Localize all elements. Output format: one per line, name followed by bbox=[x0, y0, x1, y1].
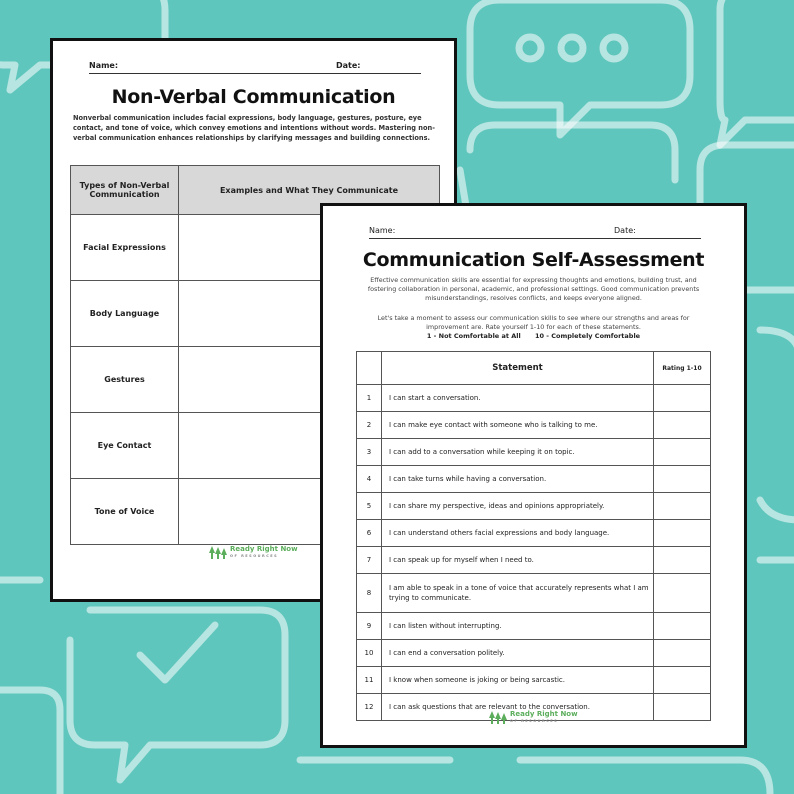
self-assessment-table bbox=[356, 351, 711, 721]
table-row bbox=[357, 466, 711, 493]
statement-number: 1 bbox=[357, 385, 382, 412]
instructions-text: Let's take a moment to assess our communication skills to see where our strengths and areas for improvement are. Rate yourself 1-10 for each of these statements. bbox=[377, 314, 690, 331]
rating-cell[interactable] bbox=[654, 412, 711, 439]
speech-bubble-icon bbox=[0, 690, 60, 794]
speech-bubble-icon bbox=[470, 0, 690, 135]
row-label: Body Language bbox=[71, 281, 179, 347]
statement-text: I can start a conversation. bbox=[382, 385, 654, 412]
rating-cell[interactable] bbox=[654, 574, 711, 613]
statement-text: I can add to a conversation while keeping it on topic. bbox=[382, 439, 654, 466]
date-label: Date: bbox=[336, 61, 361, 70]
name-label: Name: bbox=[369, 226, 396, 235]
statement-text: I can take turns while having a conversation. bbox=[382, 466, 654, 493]
statement-text: I can end a conversation politely. bbox=[382, 640, 654, 667]
row-label: Eye Contact bbox=[71, 413, 179, 479]
table-row bbox=[357, 412, 711, 439]
column-header-types: Types of Non-Verbal Communication bbox=[71, 166, 179, 215]
statement-text: I am able to speak in a tone of voice that accurately represents what I am trying to communicate. bbox=[382, 574, 654, 613]
table-row bbox=[357, 547, 711, 574]
tree-icon bbox=[489, 711, 507, 725]
speech-bubble-icon bbox=[470, 125, 675, 180]
statement-number: 5 bbox=[357, 493, 382, 520]
publisher-logo bbox=[489, 711, 578, 725]
statement-number: 3 bbox=[357, 439, 382, 466]
speech-bubble-icon bbox=[0, 580, 40, 600]
worksheet-title: Non-Verbal Communication bbox=[111, 86, 396, 108]
table-row bbox=[357, 493, 711, 520]
rating-cell[interactable] bbox=[654, 466, 711, 493]
statement-text: I can speak up for myself when I need to. bbox=[382, 547, 654, 574]
checkmark-icon bbox=[140, 625, 215, 680]
row-label: Gestures bbox=[71, 347, 179, 413]
dot-icon bbox=[561, 37, 583, 59]
rating-cell[interactable] bbox=[654, 667, 711, 694]
number-header bbox=[357, 352, 382, 385]
table-row bbox=[357, 385, 711, 412]
table-header-row bbox=[357, 352, 711, 385]
column-header-rating: Rating 1-10 bbox=[654, 352, 711, 385]
statement-number: 6 bbox=[357, 520, 382, 547]
scale-high: 10 - Completely Comfortable bbox=[534, 332, 641, 340]
tree-icon bbox=[209, 546, 227, 560]
rating-scale bbox=[323, 332, 744, 340]
rating-cell[interactable] bbox=[654, 493, 711, 520]
rating-cell[interactable] bbox=[654, 385, 711, 412]
date-label: Date: bbox=[614, 226, 636, 235]
speech-bubble-icon bbox=[70, 610, 285, 780]
logo-text: Ready Right Now bbox=[510, 710, 578, 718]
table-row bbox=[357, 520, 711, 547]
rating-cell[interactable] bbox=[654, 640, 711, 667]
statements-body bbox=[357, 385, 711, 721]
logo-subtext: OF RESOURCES bbox=[510, 719, 559, 723]
statement-text: I can listen without interrupting. bbox=[382, 613, 654, 640]
statement-number: 11 bbox=[357, 667, 382, 694]
row-label: Tone of Voice bbox=[71, 479, 179, 545]
statement-text: I can make eye contact with someone who is talking to me. bbox=[382, 412, 654, 439]
table-row bbox=[357, 439, 711, 466]
scale-low: 1 - Not Comfortable at All bbox=[426, 332, 521, 340]
table-row bbox=[357, 574, 711, 613]
table-row bbox=[357, 667, 711, 694]
dot-icon bbox=[603, 37, 625, 59]
intro-text: Nonverbal communication includes facial expressions, body language, gestures, posture, eye contact, and tone of voice, which convey emotions and intentions without words. Mastering non-verbal communication enhances relationships by clarifying messages and building connections. bbox=[73, 114, 435, 142]
worksheet-communication-self-assessment bbox=[320, 203, 747, 748]
dot-icon bbox=[519, 37, 541, 59]
worksheet-title: Communication Self-Assessment bbox=[362, 249, 705, 271]
column-header-statement: Statement bbox=[382, 352, 654, 385]
speech-bubble-icon bbox=[520, 760, 770, 794]
rating-cell[interactable] bbox=[654, 520, 711, 547]
statement-number: 8 bbox=[357, 574, 382, 613]
table-row bbox=[357, 640, 711, 667]
rating-cell[interactable] bbox=[654, 439, 711, 466]
speech-bubble-icon bbox=[760, 330, 794, 520]
statement-number: 4 bbox=[357, 466, 382, 493]
name-label: Name: bbox=[89, 61, 119, 70]
name-date-line bbox=[89, 73, 421, 74]
intro-text: Effective communication skills are essential for expressing thoughts and emotions, building trust, and fostering collaboration in personal, academic, and professional settings. Good communication prevents misunderstandings, resolves conflicts, and keeps everyone aligned. bbox=[367, 276, 700, 302]
logo-subtext: OF RESOURCES bbox=[230, 554, 279, 558]
statement-text: I can share my perspective, ideas and opinions appropriately. bbox=[382, 493, 654, 520]
statement-number: 9 bbox=[357, 613, 382, 640]
statement-text: I know when someone is joking or being sarcastic. bbox=[382, 667, 654, 694]
column-header-examples: Examples and What They Communicate bbox=[179, 166, 440, 215]
statement-number: 12 bbox=[357, 694, 382, 721]
statement-text: I can understand others facial expressions and body language. bbox=[382, 520, 654, 547]
name-date-line bbox=[369, 238, 701, 239]
statement-text: I can ask questions that are relevant to the conversation. bbox=[382, 694, 654, 721]
table-row bbox=[357, 613, 711, 640]
rating-cell[interactable] bbox=[654, 613, 711, 640]
statement-number: 2 bbox=[357, 412, 382, 439]
row-label: Facial Expressions bbox=[71, 215, 179, 281]
rating-cell[interactable] bbox=[654, 547, 711, 574]
rating-cell[interactable] bbox=[654, 694, 711, 721]
statement-number: 7 bbox=[357, 547, 382, 574]
statement-number: 10 bbox=[357, 640, 382, 667]
speech-bubble-icon bbox=[720, 0, 794, 145]
logo-text: Ready Right Now bbox=[230, 545, 298, 553]
publisher-logo bbox=[209, 546, 298, 560]
